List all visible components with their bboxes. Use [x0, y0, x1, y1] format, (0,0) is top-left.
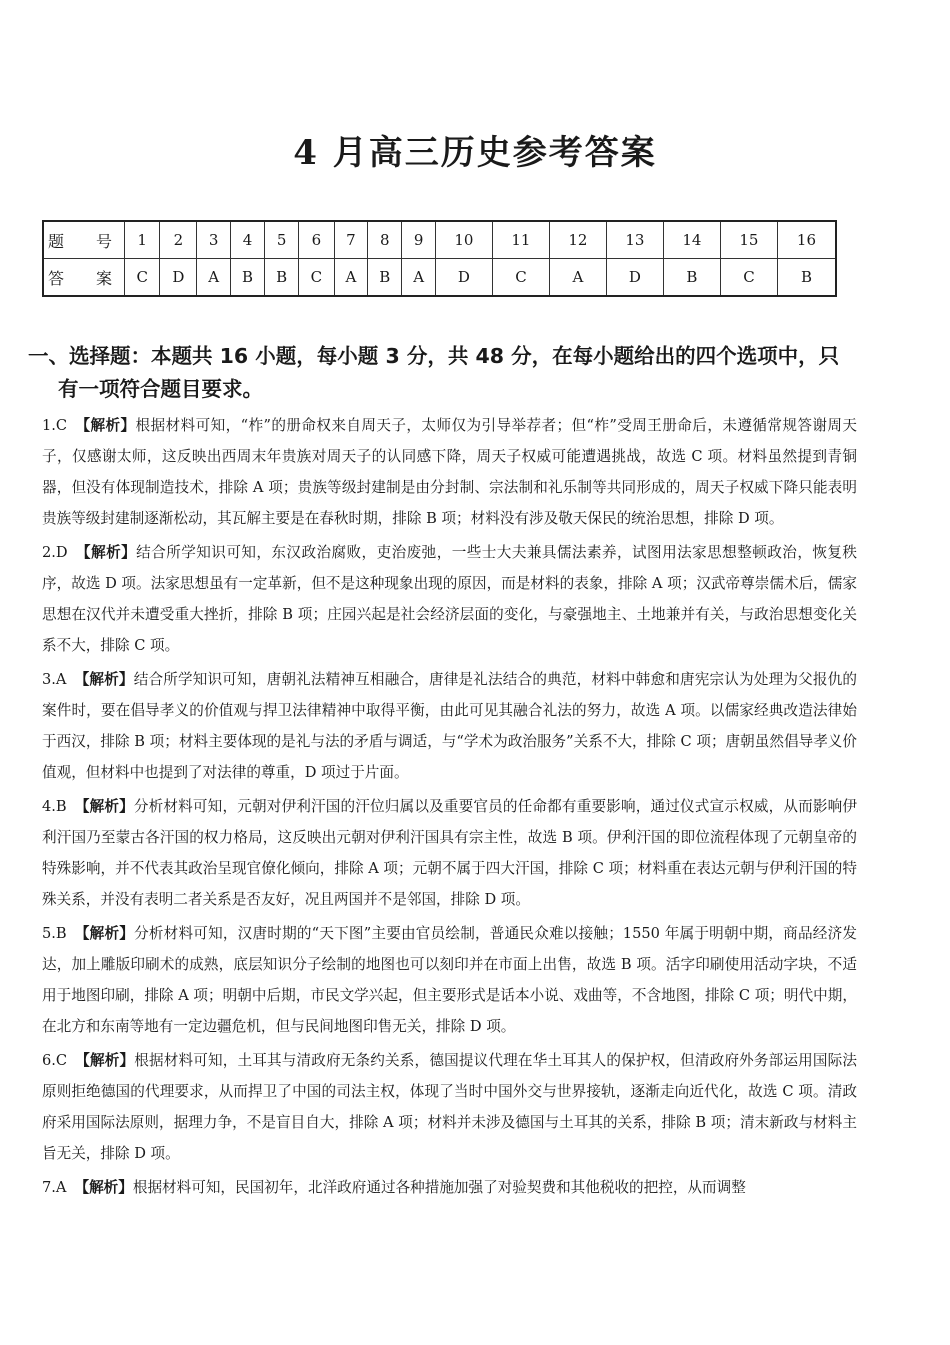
answer-cell: D	[606, 259, 663, 297]
answer-cell: B	[663, 259, 720, 297]
analysis-tag: 【解析】	[75, 1052, 135, 1069]
answer-cell: D	[435, 259, 492, 297]
question-number-row	[43, 221, 836, 259]
answer-cell: D	[160, 259, 197, 297]
answer-cell: A	[334, 259, 368, 297]
analysis-tag: 【解析】	[74, 798, 134, 815]
analysis-tag: 【解析】	[74, 671, 134, 688]
answer-cell: C	[492, 259, 549, 297]
section-heading-line1: 一、选择题：本题共 16 小题，每小题 3 分，共 48 分，在每小题给出的四个选项中，只	[28, 344, 840, 368]
item-text: 根据材料可知，民国初年，北洋政府通过各种措施加强了对验契费和其他税收的把控，从而调整	[132, 1179, 746, 1196]
answer-cell: B	[368, 259, 402, 297]
item-number: 6.C	[42, 1052, 68, 1069]
item-number: 4.B	[42, 798, 67, 815]
page-title: 4 月高三历史参考答案	[293, 133, 657, 173]
answer-table	[42, 220, 837, 297]
answer-cell: B	[230, 259, 264, 297]
item-text: 分析材料可知，汉唐时期的“天下图”主要由官员绘制，普通民众难以接触；1550 年属于明朝中期，商品经济发达，加上雕版印刷术的成熟，底层知识分子绘制的地图也可以刻印并在市面上出售，故选 B 项。活字印刷使用活动字块，不适用于地图印刷，排除 A 项；明朝中后期，市民文学兴起，但主要形式是话本小说、戏曲等，不含地图，排除 C 项；明代中期，在北方和东南等地有一定边疆危机，但与民间地图印售无关，排除 D 项。	[42, 925, 857, 1035]
analysis-tag: 【解析】	[75, 417, 136, 434]
question-number-cell: 14	[663, 221, 720, 259]
item-number: 7.A	[42, 1179, 67, 1196]
answer-cell: B	[265, 259, 299, 297]
explanation-item	[42, 918, 857, 1042]
explanation-item	[42, 410, 857, 534]
answer-cell: B	[777, 259, 836, 297]
question-number-cell: 5	[265, 221, 299, 259]
question-number-cell: 2	[160, 221, 197, 259]
section-heading	[28, 340, 868, 406]
explanation-item	[42, 664, 857, 788]
explanation-item	[42, 1045, 857, 1169]
item-text: 分析材料可知，元朝对伊利汗国的汗位归属以及重要官员的任命都有重要影响，通过仪式宣示权威，从而影响伊利汗国乃至蒙古各汗国的权力格局，这反映出元朝对伊利汗国具有宗主性，故选 B 项。伊利汗国的即位流程体现了元朝皇帝的特殊影响，并不代表其政治呈现官僚化倾向，排除 A 项；元朝不属于四大汗国，排除 C 项；材料重在表达元朝与伊利汗国的特殊关系，并没有表明二者关系是否友好，况且两国并不是邻国，排除 D 项。	[42, 798, 857, 908]
question-number-cell: 1	[125, 221, 160, 259]
question-number-cell: 11	[492, 221, 549, 259]
item-text: 结合所学知识可知，东汉政治腐败，吏治废弛，一些士大夫兼具儒法素养，试图用法家思想整顿政治，恢复秩序，故选 D 项。法家思想虽有一定革新，但不是这种现象出现的原因，而是材料的表象，排除 A 项；汉武帝尊崇儒术后，儒家思想在汉代并未遭受重大挫折，排除 B 项；庄园兴起是社会经济层面的变化，与豪强地主、土地兼并有关，与政治思想变化关系不大，排除 C 项。	[42, 544, 857, 654]
question-number-cell: 7	[334, 221, 368, 259]
question-number-cell: 16	[777, 221, 836, 259]
analysis-tag: 【解析】	[75, 544, 137, 561]
answer-cell: C	[125, 259, 160, 297]
answer-cell: A	[402, 259, 436, 297]
question-number-cell: 4	[230, 221, 264, 259]
question-number-cell: 13	[606, 221, 663, 259]
item-number: 1.C	[42, 417, 68, 434]
answer-row	[43, 259, 836, 297]
answer-cell: A	[549, 259, 606, 297]
question-number-cell: 12	[549, 221, 606, 259]
item-number: 3.A	[42, 671, 67, 688]
explanation-item	[42, 1172, 857, 1203]
answer-cell: C	[299, 259, 334, 297]
analysis-tag: 【解析】	[74, 925, 135, 942]
question-number-cell: 15	[720, 221, 777, 259]
item-number: 2.D	[42, 544, 68, 561]
question-number-cell: 9	[402, 221, 436, 259]
item-text: 结合所学知识可知，唐朝礼法精神互相融合，唐律是礼法结合的典范，材料中韩愈和唐宪宗认为处理为父报仇的案件时，要在倡导孝义的价值观与捍卫法律精神中取得平衡，由此可见其融合礼法的努力，故选 A 项。以儒家经典改造法律始于西汉，排除 B 项；材料主要体现的是礼与法的矛盾与调适，与“学术为政治服务”关系不大，排除 C 项；唐朝虽然倡导孝义价值观，但材料中也提到了对法律的尊重，D 项过于片面。	[42, 671, 857, 781]
item-text: 根据材料可知，“柞”的册命权来自周天子，太师仅为引导举荐者；但“柞”受周王册命后，未遵循常规答谢周天子，仅感谢太师，这反映出西周末年贵族对周天子的认同感下降，周天子权威可能遭遇挑战，故选 C 项。材料虽然提到青铜器，但没有体现制造技术，排除 A 项；贵族等级封建制是由分封制、宗法制和礼乐制等共同形成的，周天子权威下降只能表明贵族等级封建制逐渐松动，其瓦解主要是在春秋时期，排除 B 项；材料没有涉及敬天保民的统治思想，排除 D 项。	[42, 417, 857, 527]
question-number-cell: 10	[435, 221, 492, 259]
item-text: 根据材料可知，土耳其与清政府无条约关系，德国提议代理在华土耳其人的保护权，但清政府外务部运用国际法原则拒绝德国的代理要求，从而捍卫了中国的司法主权，体现了当时中国外交与世界接轨，逐渐走向近代化，故选 C 项。清政府采用国际法原则，据理力争，不是盲目自大，排除 A 项；材料并未涉及德国与土耳其的关系，排除 B 项；清末新政与材料主旨无关，排除 D 项。	[42, 1052, 857, 1162]
item-number: 5.B	[42, 925, 67, 942]
section-heading-line2: 有一项符合题目要求。	[58, 377, 263, 401]
answer-cell: A	[197, 259, 231, 297]
question-number-cell: 3	[197, 221, 231, 259]
question-number-cell: 6	[299, 221, 334, 259]
explanation-list	[42, 410, 857, 1206]
analysis-tag: 【解析】	[74, 1179, 133, 1196]
explanation-item	[42, 791, 857, 915]
answer-cell: C	[720, 259, 777, 297]
question-number-header: 题 号	[43, 221, 125, 259]
answer-header: 答 案	[43, 259, 125, 297]
explanation-item	[42, 537, 857, 661]
question-number-cell: 8	[368, 221, 402, 259]
